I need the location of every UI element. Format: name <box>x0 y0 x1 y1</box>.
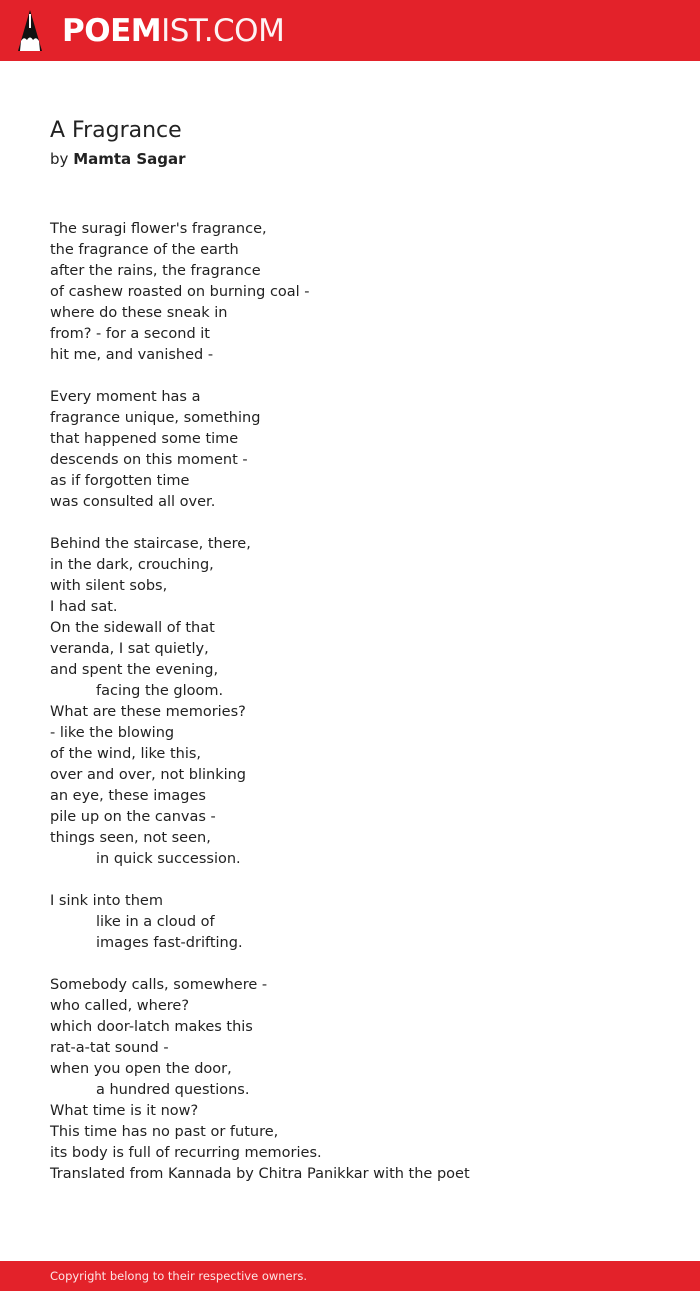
stanza-break <box>50 870 670 891</box>
poem-line: images fast-drifting. <box>96 935 243 951</box>
site-logo-text[interactable] <box>62 13 284 49</box>
poem-line: fragrance unique, something <box>50 410 261 426</box>
poem-line: its body is full of recurring memories. <box>50 1145 322 1161</box>
poem-line: pile up on the canvas - <box>50 809 216 825</box>
poem-line: veranda, I sat quietly, <box>50 641 209 657</box>
poem-line: things seen, not seen, <box>50 830 211 846</box>
poem-line: after the rains, the fragrance <box>50 263 261 279</box>
poem-body <box>50 219 670 1185</box>
byline <box>50 149 186 169</box>
copyright-notice: Copyright belong to their respective owners. <box>50 1269 308 1283</box>
brand-bold: POEM <box>62 13 162 49</box>
poem-line: which door-latch makes this <box>50 1019 253 1035</box>
poem-line: This time has no past or future, <box>50 1124 279 1140</box>
poem-line: The suragi flower's fragrance, <box>50 221 267 237</box>
poem-line: of the wind, like this, <box>50 746 202 762</box>
poem-line: an eye, these images <box>50 788 206 804</box>
site-header <box>0 0 700 61</box>
poem-line: Translated from Kannada by Chitra Panikkar with the poet <box>50 1166 470 1182</box>
poem-line: with silent sobs, <box>50 578 168 594</box>
by-label: by <box>50 150 69 168</box>
poem-line: that happened some time <box>50 431 239 447</box>
poem-line: over and over, not blinking <box>50 767 247 783</box>
poem-line: I sink into them <box>50 893 163 909</box>
poem-line: hit me, and vanished - <box>50 347 214 363</box>
poem-line: as if forgotten time <box>50 473 190 489</box>
poem-line: of cashew roasted on burning coal - <box>50 284 310 300</box>
brand-light: IST.COM <box>161 13 285 49</box>
poem-line: What are these memories? <box>50 704 246 720</box>
poem-line: was consulted all over. <box>50 494 216 510</box>
poem-line: where do these sneak in <box>50 305 228 321</box>
poem-line: Every moment has a <box>50 389 201 405</box>
poem-line: rat-a-tat sound - <box>50 1040 169 1056</box>
poem-line: Behind the staircase, there, <box>50 536 251 552</box>
poem-line: when you open the door, <box>50 1061 232 1077</box>
poem-line: Somebody calls, somewhere - <box>50 977 268 993</box>
stanza-break <box>50 954 670 975</box>
pen-nib-icon[interactable] <box>18 10 42 51</box>
stanza-break <box>50 513 670 534</box>
poem-title: A Fragrance <box>50 118 182 143</box>
poem-line: I had sat. <box>50 599 118 615</box>
poem-line: What time is it now? <box>50 1103 199 1119</box>
poem-line: descends on this moment - <box>50 452 248 468</box>
site-footer <box>0 1261 700 1291</box>
poem-line: in the dark, crouching, <box>50 557 214 573</box>
poem-line: On the sidewall of that <box>50 620 215 636</box>
poem-line: a hundred questions. <box>96 1082 250 1098</box>
poem-line: the fragrance of the earth <box>50 242 239 258</box>
poem-line: from? - for a second it <box>50 326 210 342</box>
stanza-break <box>50 366 670 387</box>
poem-line: - like the blowing <box>50 725 175 741</box>
poem-line: who called, where? <box>50 998 190 1014</box>
author-name[interactable]: Mamta Sagar <box>73 150 186 168</box>
poem-line: and spent the evening, <box>50 662 219 678</box>
poem-line: like in a cloud of <box>96 914 215 930</box>
poem-line: facing the gloom. <box>96 683 224 699</box>
poem-line: in quick succession. <box>96 851 241 867</box>
